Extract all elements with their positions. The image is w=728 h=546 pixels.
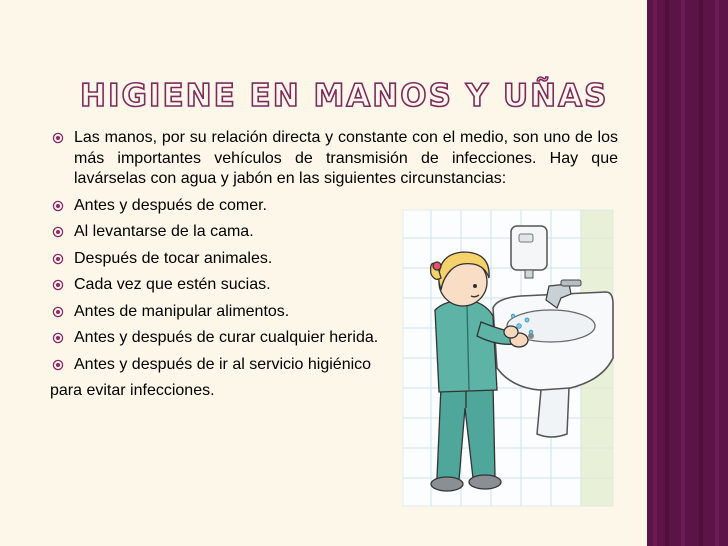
decorative-side-band [647,0,728,546]
list-item-text: Después de tocar animales. [74,249,273,267]
circled-dot-icon [52,332,64,344]
intro-bullet [52,128,618,190]
circled-dot-icon [52,253,64,265]
intro-text: Las manos, por su relación directa y constante con el medio, son uno de los más importantes vehículos de transmisión de infecciones. Hay que lavárselas con agua y jabón en las siguientes circunstancias: [74,129,618,187]
closing-text: para evitar infecciones. [50,382,215,399]
list-item-text: Antes y después de comer. [74,196,267,214]
list-item-text: Antes y después de ir al servicio higiénico [74,355,372,373]
list-item-text: Antes de manipular alimentos. [74,302,290,320]
side-band-stripe [715,0,719,546]
circled-dot-icon [52,132,64,144]
circled-dot-icon [52,359,64,371]
side-band-stripe [699,0,703,546]
list-item-text: Antes y después de curar cualquier herida. [74,329,379,346]
circled-dot-icon [52,226,64,238]
side-band-stripe [653,0,657,546]
soap-dispenser [511,226,547,278]
side-band-stripe [681,0,685,546]
list-item-text: Cada vez que estén sucias. [74,276,271,293]
child-washing-hands-illustration [401,208,615,508]
list-item-text: Al levantarse de la cama. [74,223,254,240]
circled-dot-icon [52,279,64,291]
circled-dot-icon [52,306,64,318]
side-band-stripe [665,0,669,546]
circled-dot-icon [52,200,64,212]
slide-title: HIGIENE EN MANOS Y UÑAS [80,78,609,114]
